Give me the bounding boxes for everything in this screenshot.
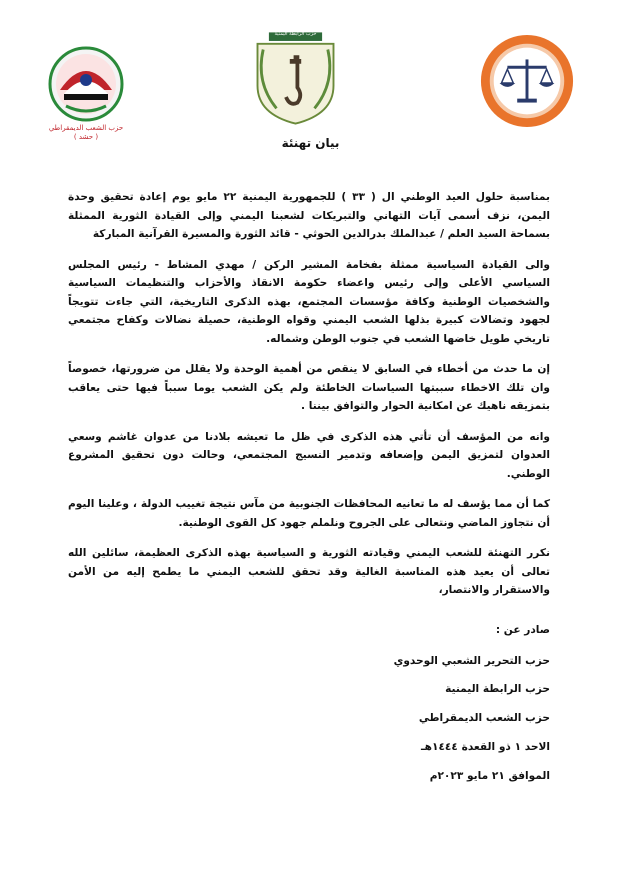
paragraph-4: وانه من المؤسف أن تأتي هذه الذكرى في ظل ما تعيشه بلادنا من عدوان غاشم وسعي العدوان لتمزيق اليمن وإضعافه وتدمير النسيج المجتمعي، وحالت دون تحقيق المشروع الوطني. <box>68 430 550 480</box>
party-emblem-logo-icon <box>46 36 126 132</box>
page-title: بيان تهنئة <box>281 136 340 150</box>
paragraph-1: بمناسبة حلول العيد الوطني ال ( ٣٣ ) للجمهورية اليمنية ٢٢ مايو يوم إعادة تحقيق وحدة اليمن، نزف أسمى آيات التهاني والتبريكات لشعبنا اليمني وإلى القيادة الثورية الممثلة بسماحة السيد العلم / عبدالملك بدرالدين الحوثي - قائد الثورة والمسيرة القرآنية المباركة <box>68 191 550 240</box>
left-logo-caption-line2: ( حشد ) <box>73 133 99 141</box>
date-gregorian: الموافق ٢١ مايو ٢٠٢٣م <box>429 770 550 782</box>
paragraph-6: نكرر التهنئة للشعب اليمني وقيادته الثورية و السياسية بهذه الذكرى العظيمة، سائلين الله تعالى أن يعيد هذه المناسبة الغالية وقد تحقق للشعب اليمني ما يطمح إليه من الأمن والاستقرار والانتصار، <box>68 547 550 596</box>
scales-logo-icon <box>478 32 576 130</box>
date-hijri: الاحد ١ ذو القعدة ١٤٤٤هـ <box>421 741 550 753</box>
party-name-3: حزب الشعب الديمقراطي <box>418 712 550 724</box>
paragraph-2: والى القيادة السياسية ممثلة بفخامة المشير الركن / مهدي المشاط - رئيس المجلس السياسي الأعلى وإلى رئيس واعضاء حكومة الانقاذ والأحزاب والتنظيمات السياسية والشخصيات الوطنية وكافة مؤسسات المجتمع، بهذه الذكرى التاريخية، التي جاءت تتويجاً لجهود وتضالات كبيرة بذلها الشعب اليمني وقواه الوطنية، حصيلة نضالات وكفاح مجتمعي تاريخي طويل خاضها الشعب في جنوب الوطن وشماله. <box>68 258 550 345</box>
party-name-1: حزب التحرير الشعبي الوحدوي <box>393 655 550 667</box>
party-name-2: حزب الرابطة اليمنية <box>445 683 550 695</box>
statement-body <box>68 188 550 612</box>
paragraph-5: كما أن مما يؤسف له ما تعانيه المحافظات الجنوبية من مآس نتيجة تغييب الدولة ، وعلينا اليوم أن نتجاوز الماضي ونتعالى على الجروح ونلملم جهود كل القوى الوطنية. <box>68 498 550 529</box>
center-logo-banner: حزب الرابطة اليمنية <box>274 31 317 37</box>
issued-by-label: صادر عن : <box>495 624 550 636</box>
paragraph-3: إن ما حدث من أخطاء في السابق لا ينقص من أهمية الوحدة ولا يقلل من ضرورتها، خصوصاً وان تلك الاخطاء سببتها السياسات الخاطئة ولم يكن الشعب يوما سبباً فيها حتى يعاقب بتمزيقه ناهيك عن امكانية الحوار والتوافق بيننا . <box>68 363 550 412</box>
header-logos <box>0 28 621 141</box>
left-logo-caption-line1: حزب الشعب الديمقراطي <box>48 124 124 132</box>
shield-dagger-logo-icon <box>248 28 343 128</box>
